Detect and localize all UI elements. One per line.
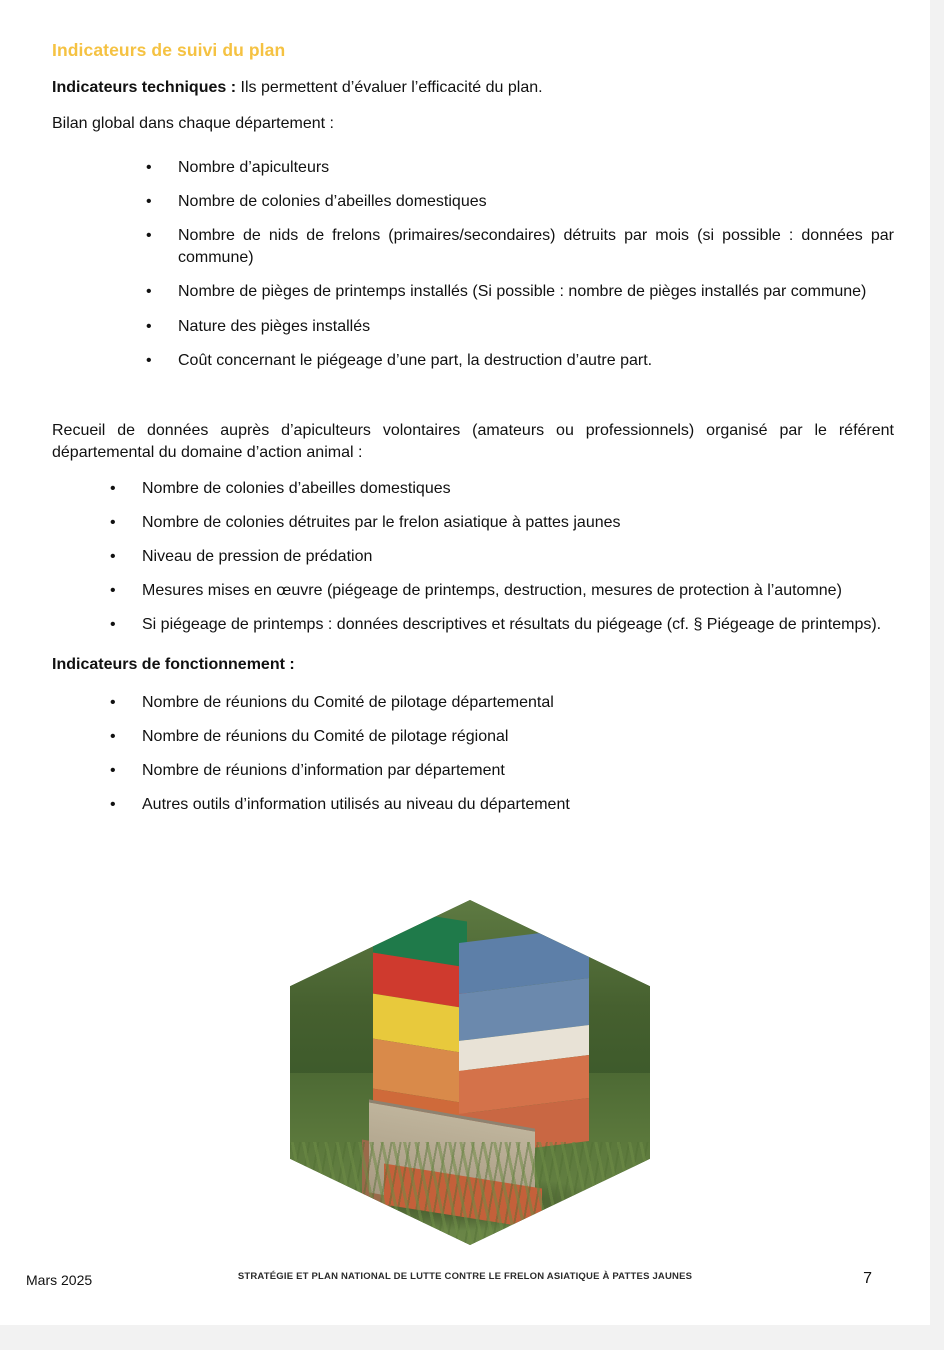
list-item	[146, 281, 894, 303]
bullet-icon: •	[110, 548, 116, 566]
list-item-label: Niveau de pression de prédation	[142, 548, 373, 566]
list-item-label: Nombre de réunions du Comité de pilotage régional	[142, 728, 509, 746]
bullet-icon: •	[110, 796, 116, 814]
bullet-icon: •	[146, 283, 152, 301]
footer-date: Mars 2025	[26, 1272, 93, 1288]
paragraph-recueil-donnees: Recueil de données auprès d’apiculteurs volontaires (amateurs ou professionnels) organisé par le référent départemental du domaine d’action animal :	[52, 421, 894, 461]
list-item	[110, 580, 894, 602]
page-bottom-margin-strip	[0, 1325, 944, 1350]
bullet-icon: •	[110, 694, 116, 712]
bullet-icon: •	[146, 193, 152, 211]
list-item-label: Mesures mises en œuvre (piégeage de printemps, destruction, mesures de protection à l’automne)	[142, 582, 842, 600]
photo-grass-blades	[290, 1142, 650, 1246]
list-item	[110, 692, 894, 714]
list-item-label: Nombre de pièges de printemps installés (Si possible : nombre de pièges installés par commune)	[178, 283, 867, 301]
list-item	[146, 191, 894, 213]
list-item-label: Nombre de nids de frelons (primaires/secondaires) détruits par mois (si possible : données par commune)	[178, 227, 894, 267]
spacer	[52, 149, 894, 157]
list-item	[110, 546, 894, 568]
intro-rest: Ils permettent d’évaluer l’efficacité du plan.	[236, 79, 543, 96]
list-item	[110, 614, 894, 636]
bullet-icon: •	[146, 317, 152, 335]
list-item-label: Nombre d’apiculteurs	[178, 159, 330, 177]
list-item-label: Nombre de colonies détruites par le frelon asiatique à pattes jaunes	[142, 513, 621, 531]
list-item	[110, 760, 894, 782]
footer-page-number: 7	[863, 1270, 872, 1287]
bullet-icon: •	[110, 513, 116, 531]
list-item-label: Nombre de colonies d’abeilles domestiques	[142, 479, 451, 497]
list-recueil-donnees	[52, 478, 894, 636]
bullet-icon: •	[146, 227, 152, 245]
beehive-photo-hexagon	[290, 900, 650, 1245]
bullet-icon: •	[110, 479, 116, 497]
list-item-label: Autres outils d’information utilisés au niveau du département	[142, 796, 570, 814]
list-item-label: Nombre de colonies d’abeilles domestiques	[178, 193, 487, 211]
list-item-label: Si piégeage de printemps : données descriptives et résultats du piégeage (cf. § Piégeage de printemps).	[142, 616, 882, 634]
subheading-bilan-global: Bilan global dans chaque département :	[52, 115, 334, 133]
list-item	[110, 794, 894, 816]
list-indicateurs-fonctionnement	[52, 692, 894, 816]
subheading-indicateurs-fonctionnement: Indicateurs de fonctionnement :	[52, 656, 295, 674]
list-item-label: Nombre de réunions d’information par département	[142, 762, 505, 780]
list-item	[146, 316, 894, 338]
page-right-margin-strip	[930, 0, 944, 1325]
spacer	[52, 384, 894, 420]
list-item-label: Nature des pièges installés	[178, 317, 371, 335]
spacer	[52, 648, 894, 656]
list-item-label: Nombre de réunions du Comité de pilotage départemental	[142, 694, 554, 712]
page-title: Indicateurs de suivi du plan	[52, 40, 286, 60]
page-content	[52, 40, 894, 829]
list-indicateurs-techniques	[52, 157, 894, 372]
bullet-icon: •	[110, 762, 116, 780]
list-item	[146, 350, 894, 372]
intro-paragraph	[52, 77, 894, 99]
footer-title: STRATÉGIE ET PLAN NATIONAL DE LUTTE CONTRE LE FRELON ASIATIQUE À PATTES JAUNES	[237, 1271, 693, 1282]
list-item	[146, 157, 894, 179]
list-item	[146, 225, 894, 269]
hexagon-image-frame	[290, 900, 650, 1245]
bullet-icon: •	[146, 159, 152, 177]
list-item	[110, 726, 894, 748]
list-item-label: Coût concernant le piégeage d’une part, la destruction d’autre part.	[178, 351, 653, 369]
bullet-icon: •	[110, 728, 116, 746]
list-item	[110, 512, 894, 534]
spacer	[52, 684, 894, 692]
bullet-icon: •	[110, 616, 116, 634]
intro-bold-lead: Indicateurs techniques :	[52, 79, 237, 96]
list-item	[110, 478, 894, 500]
bullet-icon: •	[110, 582, 116, 600]
bullet-icon: •	[146, 351, 152, 369]
